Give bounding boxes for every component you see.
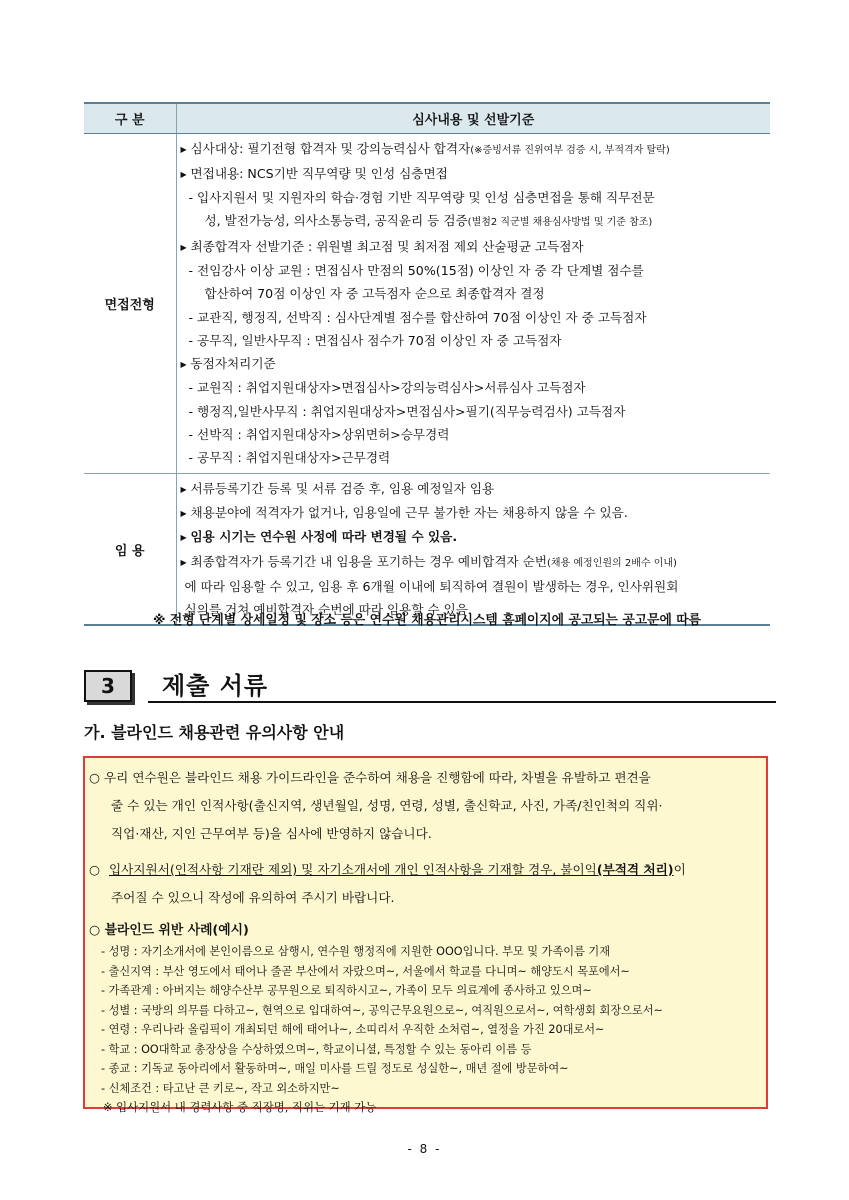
page-number: - 8 - [407,1142,442,1156]
list-item: 합산하여 70점 이상인 자 중 고득점자 순으로 최종합격자 결정 [204,286,545,302]
example-item: - 학교 : OO대학교 총장상을 수상하였으며~, 학교이니셜, 특정할 수 있는 동아리 이름 등 [101,1042,532,1056]
section-title: 제출 서류 [162,672,269,700]
blind-hiring-notice-box [83,756,768,1114]
notice-paragraph: 주어질 수 있으니 작성에 유의하여 주시기 바랍니다. [111,890,395,905]
triangle-bullet-icon: ▶ [180,169,187,179]
notice-paragraph: ○ 우리 연수원은 블라인드 채용 가이드라인을 준수하여 채용을 진행함에 따라, 차별을 유발하고 편견을 [89,770,651,785]
list-item: - 교관직, 행정직, 선박직 : 심사단계별 점수를 합산하여 70점 이상인 자 중 고득점자 [188,309,647,325]
list-item: - 공무직 : 취업지원대상자>근무경력 [188,450,391,466]
category-appointment: 임 용 [84,473,176,625]
list-item: - 선박직 : 취업지원대상자>상위면허>승무경력 [188,427,450,443]
example-item: - 출신지역 : 부산 영도에서 태어나 줄곧 부산에서 자랐으며~, 서울에서 학교를 다니며~ 해양도시 목포에서~ [101,964,630,978]
category-interview: 면접전형 [84,133,176,473]
list-item: ▶ 최종합격자가 등록기간 내 임용을 포기하는 경우 예비합격자 순번(채용 예정인원의 2배수 이내) [181,550,771,575]
example-item: - 성명 : 자기소개서에 본인이름으로 삼행시, 연수원 행정직에 지원한 OOO입니다. 부모 및 가족이름 기재 [101,945,611,958]
appointment-content [176,473,770,625]
section-underline [148,701,776,703]
header-content: 심사내용 및 선발기준 [176,103,770,133]
example-item: - 성별 : 국방의 의무를 다하고~, 현역으로 입대하여~, 공익근무요원으로~, 여직원으로서~, 여학생회 회장으로서~ [101,1003,663,1017]
list-item: 성, 발전가능성, 의사소통능력, 공직윤리 등 검증(별첨2 직군별 채용심사방법 및 기준 참조) [204,213,653,229]
table-row-appointment [84,473,770,625]
list-item: - 전임강사 이상 교원 : 면접심사 만점의 50%(15점) 이상인 자 중 각 단계별 점수를 [188,262,644,278]
triangle-bullet-icon: ▶ [180,144,187,154]
triangle-bullet-icon: ▶ [180,508,187,518]
list-item: 심의를 거쳐 예비합격자 순번에 따라 임용할 수 있음. [184,602,473,618]
triangle-bullet-icon: ▶ [180,242,187,252]
header-category: 구 분 [84,103,176,133]
list-item: - 입사지원서 및 지원자의 학습·경험 기반 직무역량 및 인성 심층면접을 통해 직무전문 [188,190,655,206]
example-item: - 종교 : 기독교 동아리에서 활동하며~, 매일 미사를 드릴 정도로 성실한~, 매년 절에 방문하여~ [101,1062,569,1075]
list-item: ▶ 임용 시기는 연수원 사정에 따라 변경될 수 있음. [181,525,771,549]
list-item: ▶ 면접내용: NCS기반 직무역량 및 인성 심층면접 [181,162,771,186]
list-item: - 행정직,일반사무직 : 취업지원대상자>면접심사>필기(직무능력검사) 고득점자 [188,403,626,419]
schedule-note: ※ 전형 단계별 상세일정 및 장소 등은 연수원 채용관리시스템 홈페이지에 공고되는 공고문에 따름 [152,613,701,628]
subheading: 가. 블라인드 채용관련 유의사항 안내 [84,723,345,742]
table-row-interview [84,133,770,473]
section-number: 3 [84,670,132,702]
triangle-bullet-icon: ▶ [180,360,187,370]
triangle-bullet-icon: ▶ [180,484,187,494]
example-item: - 가족관계 : 아버지는 해양수산부 공무원으로 퇴직하시고~, 가족이 모두 의료계에 종사하고 있으며~ [101,984,592,997]
notice-paragraph: 줄 수 있는 개인 인적사항(출신지역, 생년월일, 성명, 연령, 성별, 출신학교, 사진, 가족/친인척의 직위· [111,798,663,813]
list-item: ▶ 심사대상: 필기전형 합격자 및 강의능력심사 합격자(※증빙서류 진위여부 검증 시, 부적격자 탈락) [181,137,771,162]
interview-content [176,133,770,473]
triangle-bullet-icon: ▶ [180,533,187,543]
list-item: ▶ 동점자처리기준 [181,352,771,376]
list-item: - 교원직 : 취업지원대상자>면접심사>강의능력심사>서류심사 고득점자 [188,380,586,396]
footnote: ※ 입사지원서 내 경력사항 중 직장명, 직위는 기재 가능 [103,1100,377,1114]
list-item: 에 따라 임용할 수 있고, 임용 후 6개월 이내에 퇴직하여 결원이 발생하는 경우, 인사위원회 [184,578,679,594]
notice-paragraph: 직업·재산, 지인 근무여부 등)을 심사에 반영하지 않습니다. [111,826,432,841]
list-item: - 공무직, 일반사무직 : 면접심사 점수가 70점 이상인 자 중 고득점자 [188,332,562,348]
list-item: ▶ 최종합격자 선발기준 : 위원별 최고점 및 최저점 제외 산술평균 고득점자 [181,235,771,259]
selection-criteria-table [84,102,770,626]
triangle-bullet-icon: ▶ [180,557,187,567]
examples-title: ○ 블라인드 위반 사례(예시) [89,923,249,938]
list-item: ▶ 채용분야에 적격자가 없거나, 임용일에 근무 불가한 자는 채용하지 않을 수 있음. [181,501,771,525]
example-item: - 연령 : 우리나라 올림픽이 개최되던 해에 태어나~, 소띠리서 우직한 소처럼~, 열정을 가진 20대로서~ [101,1023,605,1036]
notice-paragraph: ○ 입사지원서(인적사항 기재란 제외) 및 자기소개서에 개인 인적사항을 기재할 경우, 불이익(부적격 처리)이 [89,862,686,877]
list-item: ▶ 서류등록기간 등록 및 서류 검증 후, 임용 예정일자 임용 [181,477,771,501]
example-item: - 신체조건 : 타고난 큰 키로~, 작고 외소하지만~ [101,1081,340,1095]
